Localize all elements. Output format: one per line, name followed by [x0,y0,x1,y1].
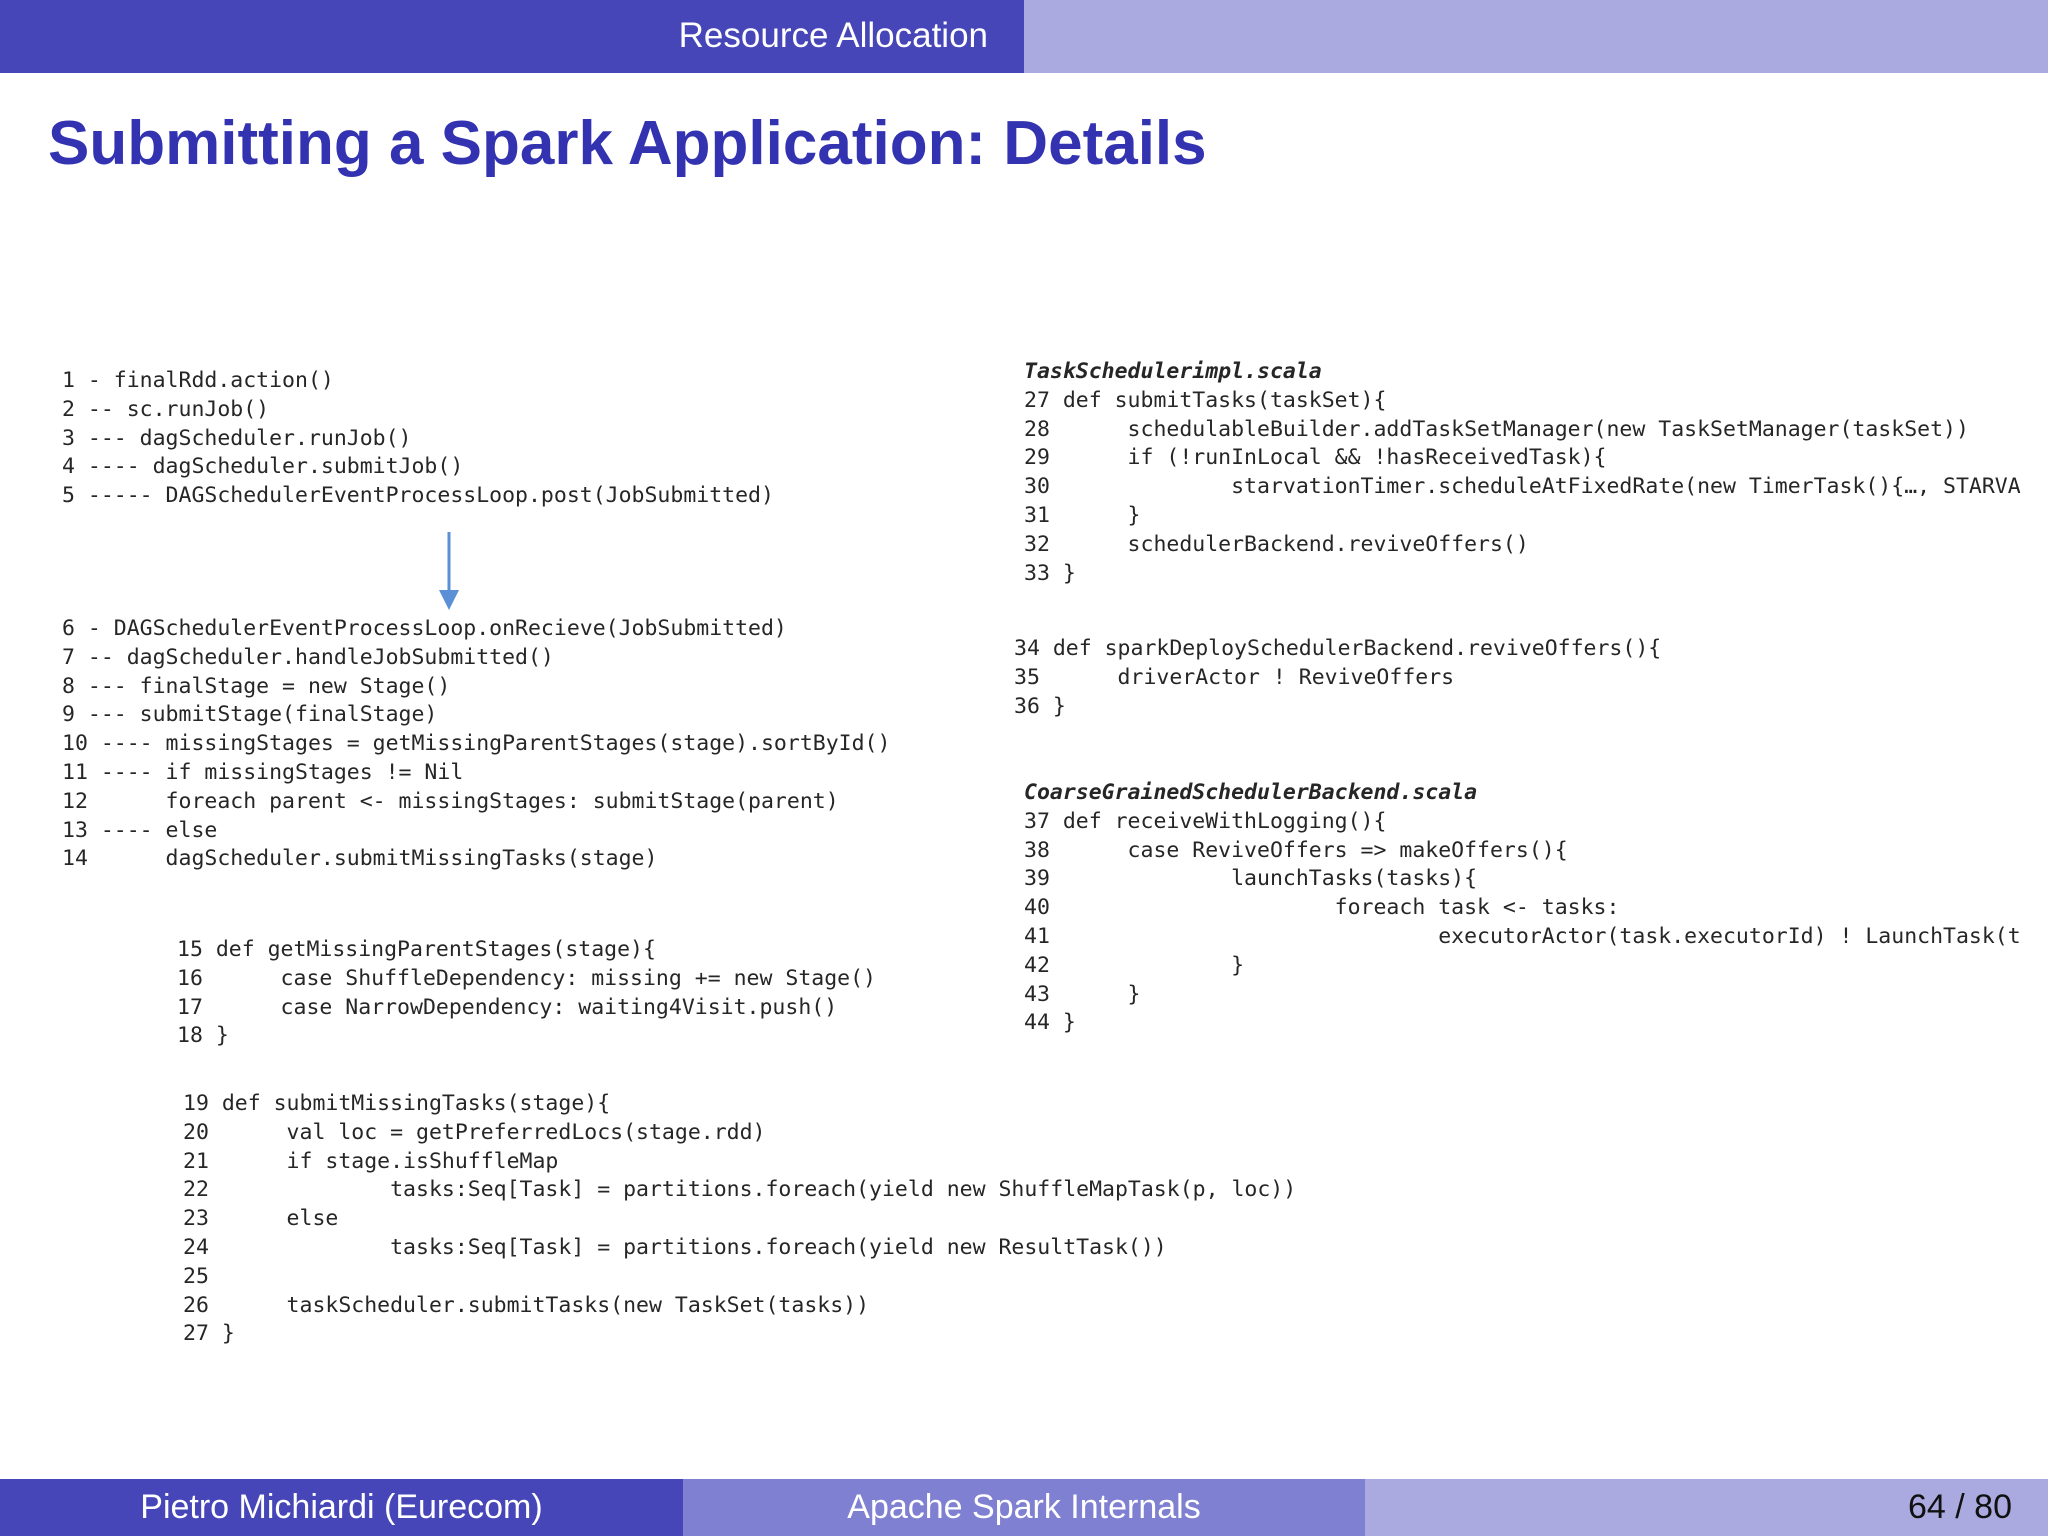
code-line: 21 if stage.isShuffleMap [183,1148,559,1174]
code-line: 18 } [177,1023,229,1049]
code-line: 5 ----- DAGSchedulerEventProcessLoop.post(JobSubmitted) [62,483,774,509]
code-line: 40 foreach task <- tasks: [1024,895,1620,921]
code-block-action-chain [62,367,774,511]
code-line: 38 case ReviveOffers => makeOffers(){ [1024,837,1568,863]
footer-course-title: Apache Spark Internals [683,1479,1365,1536]
code-line: 23 else [183,1206,339,1232]
code-line: 25 [183,1263,209,1289]
code-line: 10 ---- missingStages = getMissingParentStages(stage).sortById() [62,731,891,757]
section-title: Resource Allocation [678,16,988,55]
code-line: 31 } [1024,502,1141,528]
code-block-coarse-grained-backend [1024,779,2021,1038]
code-line: 13 ---- else [62,817,218,843]
code-line: 9 --- submitStage(finalStage) [62,702,438,728]
code-line: 11 ---- if missingStages != Nil [62,759,464,785]
code-line: 41 executorActor(task.executorId) ! LaunchTask(t [1024,923,2021,949]
footer-bar [0,1479,2048,1536]
code-line: 39 launchTasks(tasks){ [1024,866,1478,892]
code-line: 26 taskScheduler.submitTasks(new TaskSet(tasks)) [183,1292,870,1318]
footer-author: Pietro Michiardi (Eurecom) [0,1479,683,1536]
code-line: 35 driverActor ! ReviveOffers [1014,664,1455,690]
code-line: 34 def sparkDeploySchedulerBackend.reviveOffers(){ [1014,636,1662,661]
code-line: 36 } [1014,693,1066,719]
code-line: 30 starvationTimer.scheduleAtFixedRate(new TimerTask(){…, STARVA [1024,474,2021,500]
code-line: 27 def submitTasks(taskSet){ [1024,387,1387,413]
down-arrow-icon [436,530,462,612]
code-line: 8 --- finalStage = new Stage() [62,673,451,699]
code-line: 6 - DAGSchedulerEventProcessLoop.onRecieve(JobSubmitted) [62,616,787,641]
code-line: 2 -- sc.runJob() [62,396,270,422]
code-line: 17 case NarrowDependency: waiting4Visit.push() [177,994,838,1020]
slide-title: Submitting a Spark Application: Details [48,109,1207,178]
code-block-missing-parent-stages [177,936,876,1051]
footer-page-number: 64 / 80 [1365,1479,2048,1536]
code-line: 15 def getMissingParentStages(stage){ [177,937,656,962]
code-file-name: TaskSchedulerimpl.scala [1024,359,1322,384]
code-line: 33 } [1024,560,1076,586]
code-line: 3 --- dagScheduler.runJob() [62,425,412,451]
code-line: 14 dagScheduler.submitMissingTasks(stage) [62,846,658,872]
code-line: 28 schedulableBuilder.addTaskSetManager(new TaskSetManager(taskSet)) [1024,416,1969,442]
code-line: 1 - finalRdd.action() [62,368,334,393]
code-block-revive-offers [1014,635,1661,721]
code-line: 4 ---- dagScheduler.submitJob() [62,454,464,480]
code-line: 24 tasks:Seq[Task] = partitions.foreach(yield new ResultTask()) [183,1234,1167,1260]
code-line: 22 tasks:Seq[Task] = partitions.foreach(yield new ShuffleMapTask(p, loc)) [183,1177,1297,1203]
code-block-event-loop [62,615,890,874]
code-line: 7 -- dagScheduler.handleJobSubmitted() [62,644,554,670]
code-line: 42 } [1024,952,1245,978]
code-line: 20 val loc = getPreferredLocs(stage.rdd) [183,1119,766,1145]
code-line: 29 if (!runInLocal && !hasReceivedTask){ [1024,445,1607,471]
code-line: 43 } [1024,981,1141,1007]
code-line: 44 } [1024,1010,1076,1036]
code-line: 27 } [183,1321,235,1347]
code-line: 37 def receiveWithLogging(){ [1024,808,1387,834]
code-line: 12 foreach parent <- missingStages: submitStage(parent) [62,788,839,814]
code-block-submit-missing-tasks [183,1090,1296,1349]
code-block-task-scheduler [1024,358,2021,588]
header-filler-bar [1024,0,2048,73]
code-column-right [1014,358,2048,1048]
header-bar [0,0,2048,73]
code-line: 16 case ShuffleDependency: missing += new Stage() [177,965,876,991]
code-line: 19 def submitMissingTasks(stage){ [183,1091,611,1116]
code-file-name: CoarseGrainedSchedulerBackend.scala [1024,780,1478,805]
code-line: 32 schedulerBackend.reviveOffers() [1024,531,1529,557]
